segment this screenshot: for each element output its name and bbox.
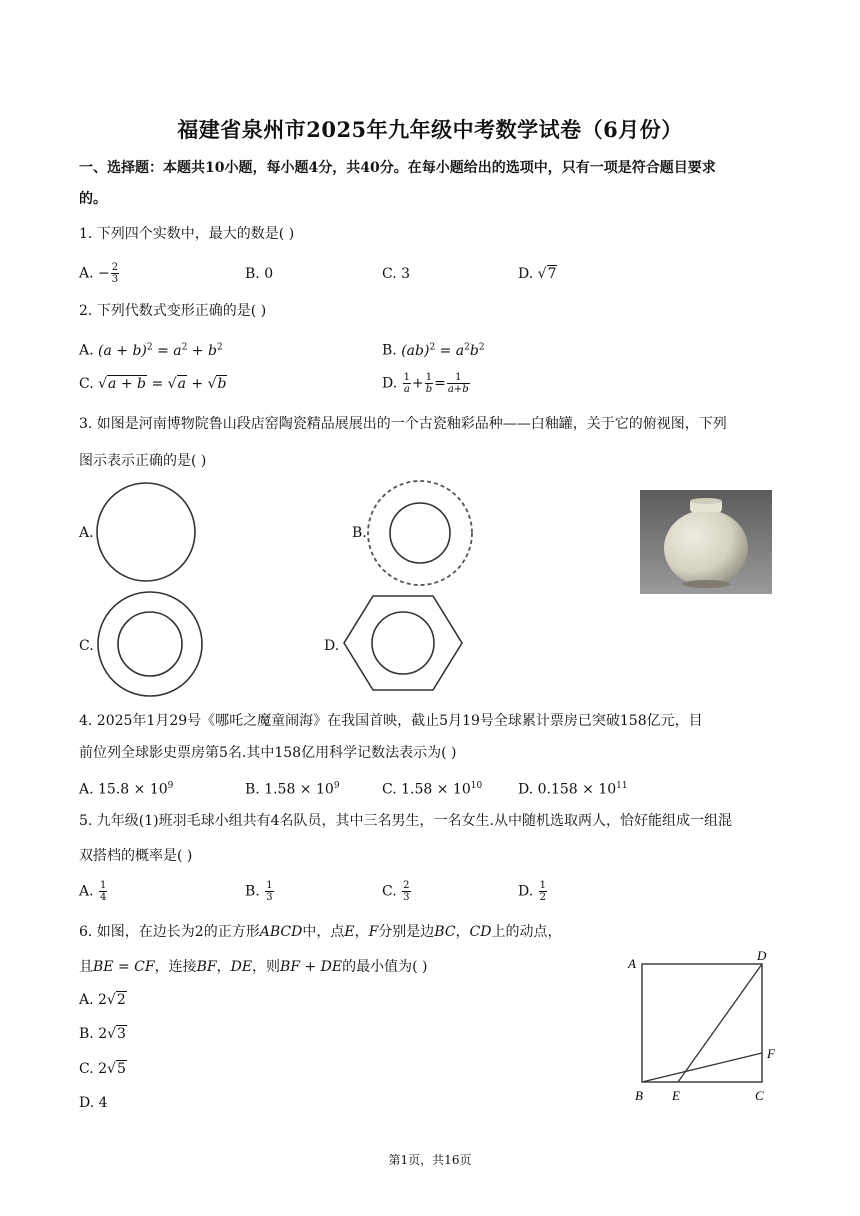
q4-stem-line2: 前位列全球影史票房第5名.其中158亿用科学记数法表示为( ) <box>79 745 457 761</box>
q6-option-c: C. 2√5 <box>79 1061 126 1077</box>
q4-option-d: D. $0.158 \times 10^{11}$ <box>518 781 628 798</box>
q3-option-b-figure <box>364 477 476 589</box>
q1-option-b: B. 0 <box>245 266 274 282</box>
q6-option-d: D. 4 <box>79 1095 108 1111</box>
fig-label-a: A <box>628 956 636 971</box>
q5-stem-line1: 5. 九年级(1)班羽毛球小组共有4名队员，其中三名男生，一名女生.从中随机选取两人，恰好能组成一组混 <box>79 813 732 829</box>
q2-option-b: B. $(ab)^2 = a^2b^2$ <box>382 342 485 359</box>
section-heading-line2: 的。 <box>79 191 107 207</box>
q3-stem-line1: 3. 如图是河南博物院鲁山段店窑陶瓷精品展展出的一个古瓷釉彩品种——白釉罐，关于它的俯视图，下列 <box>79 416 727 432</box>
q6-option-a: A. 2√2 <box>79 992 126 1008</box>
q5-option-d: D. $\frac{1}{2}$ <box>518 880 547 903</box>
q3-stem-line2: 图示表示正确的是( ) <box>79 453 207 469</box>
q2-stem: 2. 下列代数式变形正确的是( ) <box>79 303 267 319</box>
q4-stem-line1: 4. 2025年1月29号《哪吒之魔童闹海》在我国首映，截止5月19号全球累计票房已突破158亿元，目 <box>79 713 703 729</box>
q5-option-c: C. $\frac{2}{3}$ <box>382 880 410 903</box>
q3-option-c-label: C. <box>79 638 94 654</box>
q5-option-a: A. $\frac{1}{4}$ <box>79 880 107 903</box>
q1-stem: 1. 下列四个实数中，最大的数是( ) <box>79 226 295 242</box>
q3-option-c-figure <box>94 588 206 700</box>
white-glazed-jar-photo <box>640 490 772 594</box>
q6-stem-line2: 且BE = CF，连接BF，DE，则BF + DE的最小值为( ) <box>79 959 428 975</box>
q1-option-c: C. 3 <box>382 266 411 282</box>
q2-option-a: A. $(a + b)^2 = a^2 + b^2$ <box>79 342 223 359</box>
q6-option-b: B. 2√3 <box>79 1026 126 1042</box>
q4-option-c: C. $1.58 \times 10^{10}$ <box>382 781 483 798</box>
q3-option-d-figure <box>340 593 466 693</box>
section-heading-line1: 一、选择题：本题共10小题，每小题4分，共40分。在每小题给出的选项中，只有一项是符合题目要求 <box>79 160 716 176</box>
fig-label-f: F <box>767 1046 775 1061</box>
page-footer: 第1页，共16页 <box>388 1153 472 1167</box>
fig-label-c: C <box>755 1088 764 1103</box>
q4-option-a: A. $15.8 \times 10^9$ <box>79 781 174 798</box>
q2-option-c: C. √a + b = √a + √b <box>79 376 227 392</box>
q4-option-b: B. $1.58 \times 10^9$ <box>245 781 340 798</box>
q1-option-a: A. − $\frac{2}{3}$ <box>79 262 119 285</box>
q3-option-a-label: A. <box>79 525 94 541</box>
q6-square-figure <box>620 944 790 1110</box>
q6-stem-line1: 6. 如图，在边长为2的正方形ABCD中，点E，F分别是边BC，CD上的动点， <box>79 924 562 940</box>
q5-stem-line2: 双搭档的概率是( ) <box>79 848 193 864</box>
q3-option-a-figure <box>94 480 198 584</box>
fig-label-b: B <box>635 1088 643 1103</box>
page-title: 福建省泉州市2025年九年级中考数学试卷（6月份） <box>177 117 683 142</box>
q3-option-d-label: D. <box>324 638 340 654</box>
q1-option-d: D. √7 <box>518 266 557 282</box>
q2-option-d: D. $\frac{1}{a}$ + $\frac{1}{b}$ = $\frac{1}{a+b}$ <box>382 372 469 395</box>
q5-option-b: B. $\frac{1}{3}$ <box>245 880 273 903</box>
q3-option-b-label: B. <box>352 525 367 541</box>
fig-label-d: D <box>757 948 767 963</box>
fig-label-e: E <box>672 1088 680 1103</box>
